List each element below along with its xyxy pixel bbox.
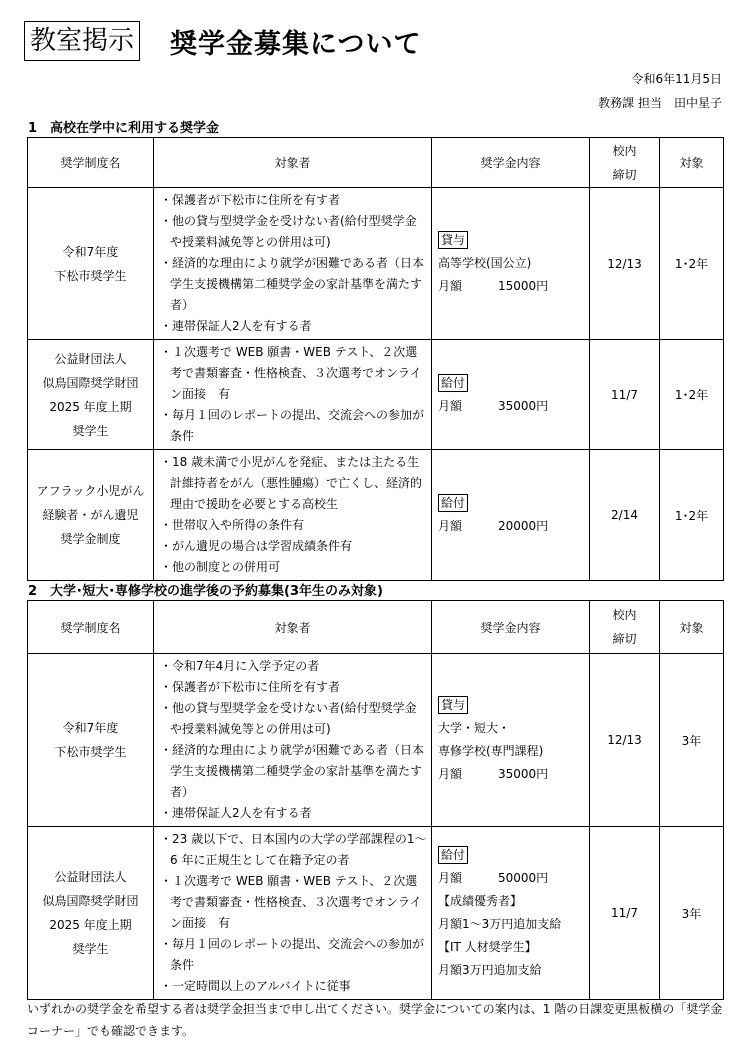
scholarship-type-badge: 給付 [438, 374, 468, 392]
section1-title: 1 高校在学中に利用する奨学金 [28, 121, 220, 136]
scholarship-name [28, 450, 154, 581]
col-header-targets: 対象者 [154, 138, 432, 188]
eligibility-item: ・令和7年4月に入学予定の者 [160, 659, 320, 673]
eligibility-list [154, 450, 432, 581]
eligibility-item: ・他の貸与型奨学金を受けない者(給付型奨学金や授業料減免等との併用は可) [160, 214, 417, 249]
deadline: 11/7 [590, 827, 660, 1000]
col-header-deadline: 校内 締切 [590, 601, 660, 654]
scholarship-name-line: 公益財団法人 [54, 870, 127, 884]
scholarship-name-line: 令和7年度 [62, 244, 119, 259]
staff-in-charge: 教務課 担当 田中星子 [598, 96, 722, 110]
content-line: 専修学校(専門課程) [438, 744, 544, 758]
eligibility-item: ・世帯収入や所得の条件有 [160, 518, 305, 532]
eligibility-item: ・毎月１回のレポートの提出、交流会への参加が条件 [160, 408, 425, 443]
eligibility-item: ・他の制度との併用可 [160, 560, 281, 574]
content-line: 月額 35000円 [438, 767, 549, 781]
col-header-content: 奨学金内容 [432, 601, 590, 654]
eligibility-item: ・一定時間以上のアルバイトに従事 [160, 979, 351, 993]
target-grade: 3年 [660, 827, 724, 1000]
eligibility-item: ・毎月１回のレポートの提出、交流会への参加が条件 [160, 937, 425, 972]
scholarship-name-line: 下松市奨学生 [54, 745, 127, 759]
issue-date: 令和6年11月5日 [631, 72, 722, 86]
col-header-deadline: 校内 締切 [590, 138, 660, 188]
table-row [28, 654, 724, 827]
scholarship-name-line: 奨学生 [72, 423, 109, 438]
scholarship-type-badge: 貸与 [438, 696, 468, 714]
scholarship-name-line: 2025 年度上期 [49, 918, 132, 932]
scholarship-content [432, 654, 590, 827]
scholarship-name-line: 下松市奨学生 [54, 268, 127, 283]
eligibility-item: ・保護者が下松市に住所を有す者 [160, 680, 341, 694]
deadline: 2/14 [590, 450, 660, 581]
eligibility-item: ・23 歳以下で、日本国内の大学の学部課程の1～6 年に正規生として在籍予定の者 [160, 832, 427, 867]
scholarship-type-badge: 貸与 [438, 231, 468, 249]
eligibility-item: ・経済的な理由により就学が困難である者（日本学生支援機構第二種奨学金の家計基準を満たす者） [160, 256, 425, 312]
content-line: 月額 20000円 [438, 519, 549, 533]
content-line: 月額 35000円 [438, 398, 549, 413]
target-grade: 1･2年 [660, 188, 724, 340]
deadline: 12/13 [590, 654, 660, 827]
scholarship-name [28, 827, 154, 1000]
col-header-name: 奨学制度名 [28, 601, 154, 654]
scholarship-content [432, 188, 590, 340]
table-row [28, 188, 724, 340]
eligibility-item: ・他の貸与型奨学金を受けない者(給付型奨学金や授業料減免等との併用は可) [160, 701, 417, 736]
eligibility-item: ・１次選考で WEB 願書・WEB テスト、２次選考で書類審査・性格検査、３次選考でオンライン面接 有 [160, 874, 422, 930]
content-line: 大学・短大・ [438, 721, 511, 735]
deadline: 11/7 [590, 340, 660, 450]
scholarship-name-line: 令和7年度 [62, 721, 119, 735]
col-header-targets: 対象者 [154, 601, 432, 654]
eligibility-item: ・18 歳未満で小児がんを発症、または主たる生計維持者をがん（悪性腫瘍）で亡くし、経済的理由で援助を必要とする高校生 [160, 455, 423, 511]
col-header-grade: 対象 [660, 138, 724, 188]
target-grade: 3年 [660, 654, 724, 827]
page-title: 奨学金募集について [170, 28, 422, 60]
eligibility-item: ・連帯保証人2人を有する者 [160, 319, 312, 333]
section2-title: 2 大学･短大･専修学校の進学後の予約募集(3年生のみ対象) [28, 584, 383, 599]
target-grade: 1･2年 [660, 340, 724, 450]
scholarship-name-line: 経験者・がん遺児 [42, 508, 139, 522]
scholarship-type-badge: 給付 [438, 494, 468, 512]
notice-tag: 教室掲示 [24, 21, 140, 61]
table-row [28, 450, 724, 581]
eligibility-list [154, 188, 432, 340]
eligibility-list [154, 340, 432, 450]
footer-note: いずれかの奨学金を希望する者は奨学金担当まで申し出てください。奨学金についての案内は、1 階の日課変更黒板横の「奨学金コーナー」でも確認できます。 [27, 1002, 723, 1038]
scholarship-table-highschool [27, 137, 724, 581]
content-line: 月額1～3万円追加支給 [438, 917, 562, 931]
scholarship-name-line: 奨学金制度 [60, 532, 121, 546]
scholarship-name-line: 2025 年度上期 [49, 399, 132, 414]
table-row [28, 340, 724, 450]
content-line: 月額 15000円 [438, 279, 549, 293]
scholarship-table-university [27, 600, 724, 1000]
content-line: 月額3万円追加支給 [438, 963, 542, 977]
eligibility-item: ・連帯保証人2人を有する者 [160, 806, 312, 820]
scholarship-name [28, 340, 154, 450]
col-header-grade: 対象 [660, 601, 724, 654]
scholarship-name-line: アフラック小児がん [36, 484, 145, 498]
scholarship-content [432, 827, 590, 1000]
scholarship-name-line: 奨学生 [72, 942, 109, 956]
title-row [24, 18, 421, 64]
eligibility-item: ・がん遺児の場合は学習成績条件有 [160, 539, 353, 553]
eligibility-item: ・経済的な理由により就学が困難である者（日本学生支援機構第二種奨学金の家計基準を満たす者） [160, 743, 425, 799]
table-row [28, 827, 724, 1000]
eligibility-list [154, 654, 432, 827]
col-header-content: 奨学金内容 [432, 138, 590, 188]
deadline: 12/13 [590, 188, 660, 340]
content-line: 月額 50000円 [438, 871, 549, 885]
scholarship-content [432, 450, 590, 581]
scholarship-name [28, 654, 154, 827]
content-line: 【IT 人材奨学生】 [438, 940, 537, 954]
scholarship-name-line: 公益財団法人 [54, 351, 127, 366]
eligibility-list [154, 827, 432, 1000]
scholarship-type-badge: 給付 [438, 846, 468, 864]
scholarship-name-line: 似鳥国際奨学財団 [42, 894, 139, 908]
content-line: 高等学校(国公立) [438, 256, 532, 270]
eligibility-item: ・保護者が下松市に住所を有す者 [160, 193, 341, 207]
col-header-name: 奨学制度名 [28, 138, 154, 188]
eligibility-item: ・１次選考で WEB 願書・WEB テスト、２次選考で書類審査・性格検査、３次選考でオンライン面接 有 [160, 345, 422, 401]
content-line: 【成績優秀者】 [438, 894, 523, 908]
scholarship-name [28, 188, 154, 340]
scholarship-content [432, 340, 590, 450]
target-grade: 1･2年 [660, 450, 724, 581]
scholarship-name-line: 似鳥国際奨学財団 [42, 375, 139, 390]
